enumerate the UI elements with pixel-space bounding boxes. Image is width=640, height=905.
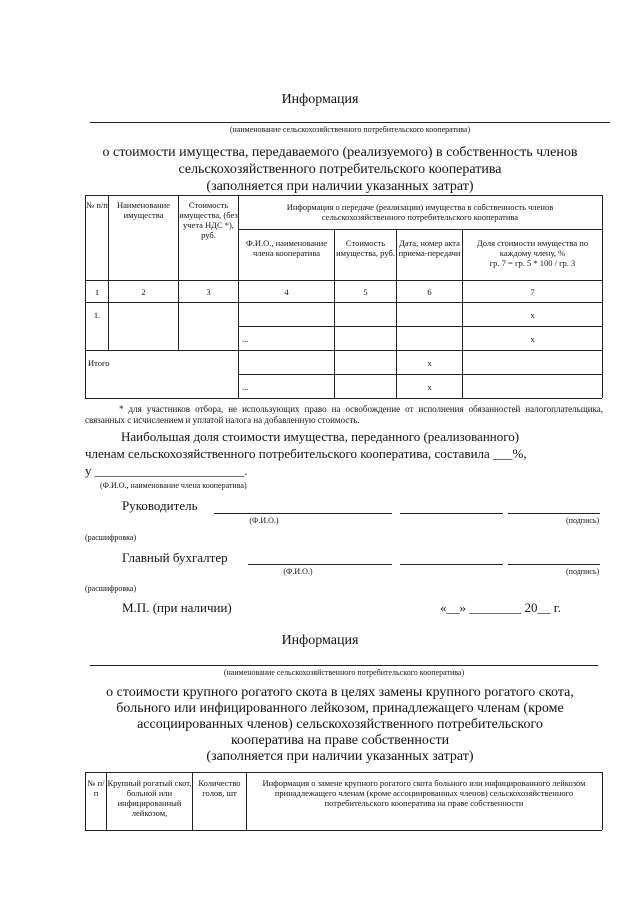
total-x-mark: x: [427, 358, 432, 368]
org-name-caption: (наименование сельскохозяйственного потребительского кооператива): [223, 668, 465, 677]
col-header-count: Количество голов, шт: [198, 778, 241, 798]
col-number: 4: [284, 287, 289, 297]
col-number: 6: [427, 287, 432, 297]
subtitle: [60, 144, 620, 195]
head-label: Руководитель: [122, 498, 198, 513]
subtitle-line: о стоимости крупного рогатого скота в целях замены крупного рогатого скота,: [106, 685, 574, 700]
subtitle-line: (заполняется при наличии указанных затрат): [206, 179, 474, 194]
col-header-num: № п/п: [86, 200, 108, 210]
subtitle-line: больного или инфицированного лейкозом, принадлежащего членам (кроме: [116, 701, 564, 716]
transcript-caption: (расшифровка): [85, 584, 137, 593]
row-ellipsis: ...: [242, 334, 249, 344]
total-ellipsis: ...: [242, 382, 249, 392]
max-share-line: Наибольшая доля стоимости имущества, переданного (реализованного): [121, 429, 520, 444]
subtitle-line: ассоциированных членов) сельскохозяйственного потребительского: [137, 717, 543, 732]
accountant-label: Главный бухгалтер: [122, 550, 228, 565]
total-label: Итого: [88, 358, 110, 368]
col-number: 7: [530, 287, 535, 297]
member-caption: (Ф.И.О., наименование члена кооператива): [100, 481, 247, 490]
col-header-act: Дата, номер акта приема-передачи: [398, 238, 461, 258]
fio-caption: (Ф.И.О.): [283, 567, 313, 576]
org-name-line: [90, 122, 610, 123]
accountant-fio-line: [248, 564, 392, 565]
col-header-cattle: Крупный рогатый скот, больной или инфицированный лейкозом,: [107, 778, 192, 818]
date-field: «__» ________ 20__ г.: [440, 600, 561, 615]
col-header-cost-rub: Стоимость имущества, руб.: [336, 238, 395, 258]
accountant-sign-line: [508, 564, 600, 565]
head-sign-line: [508, 513, 600, 514]
fio-caption: (Ф.И.О.): [249, 516, 279, 525]
head-sign-line: [400, 513, 503, 514]
col-number: 3: [206, 287, 211, 297]
col-header-cost: Стоимость имущества, (без учета НДС *), руб.: [179, 200, 238, 240]
row-number: 1.: [93, 310, 101, 320]
col-header-share: [463, 238, 602, 268]
subtitle-line: (заполняется при наличии указанных затрат): [206, 749, 474, 764]
footnote: * для участников отбора, не использующих право на освобождение от исполнения обязанностей налогоплательщика, связанных с исчислением и уплатой налога на добавленную стоимость.: [85, 404, 603, 425]
col-number: 5: [363, 287, 368, 297]
subtitle-2: [60, 685, 620, 765]
accountant-sign-line: [400, 564, 503, 565]
col-number: 2: [141, 287, 146, 297]
col-header-group: Информация о передаче (реализации) имущества в собственность членов сельскохозяйственного потребительского кооператива: [286, 202, 554, 222]
share-label: Доля стоимости имущества по каждому члену, %: [476, 238, 589, 258]
signature-caption: (подпись): [566, 516, 600, 525]
col-header-name: Наименование имущества: [117, 200, 170, 220]
org-name-line: [90, 665, 598, 666]
page-title-2: Информация: [281, 633, 359, 648]
org-name-caption: (наименование сельскохозяйственного потребительского кооператива): [229, 125, 471, 134]
share-formula: гр. 7 = гр. 5 * 100 / гр. 3: [489, 258, 576, 268]
total-x-mark: x: [427, 382, 432, 392]
subtitle-line: о стоимости имущества, передаваемого (реализуемого) в собственность членов: [102, 145, 578, 160]
head-fio-line: [214, 513, 392, 514]
col-header-fio: Ф.И.О., наименование члена кооператива: [246, 238, 327, 258]
transcript-caption: (расшифровка): [85, 533, 137, 542]
signature-caption: (подпись): [566, 567, 600, 576]
subtitle-line: кооператива на праве собственности: [230, 733, 450, 748]
subtitle-line: сельскохозяйственного потребительского кооператива: [178, 162, 502, 177]
page-title: Информация: [281, 92, 359, 107]
stamp-label: М.П. (при наличии): [122, 600, 232, 615]
max-share-text: [85, 428, 605, 479]
row-x-mark: x: [530, 334, 535, 344]
row-x-mark: x: [530, 310, 535, 320]
col-header-info: Информация о замене крупного рогатого скота больного или инфицированного лейкозом принадлежащего членам (кроме ассоциированных членов) сельскохозяйственного потребительского кооператива на праве собственности: [262, 778, 586, 808]
max-share-line: у _______________________.: [85, 463, 248, 478]
max-share-line: членам сельскохозяйственного потребительского кооператива, составила ___%,: [85, 446, 527, 461]
col-header-num: № п/п: [87, 778, 105, 798]
col-number: 1: [94, 287, 100, 297]
